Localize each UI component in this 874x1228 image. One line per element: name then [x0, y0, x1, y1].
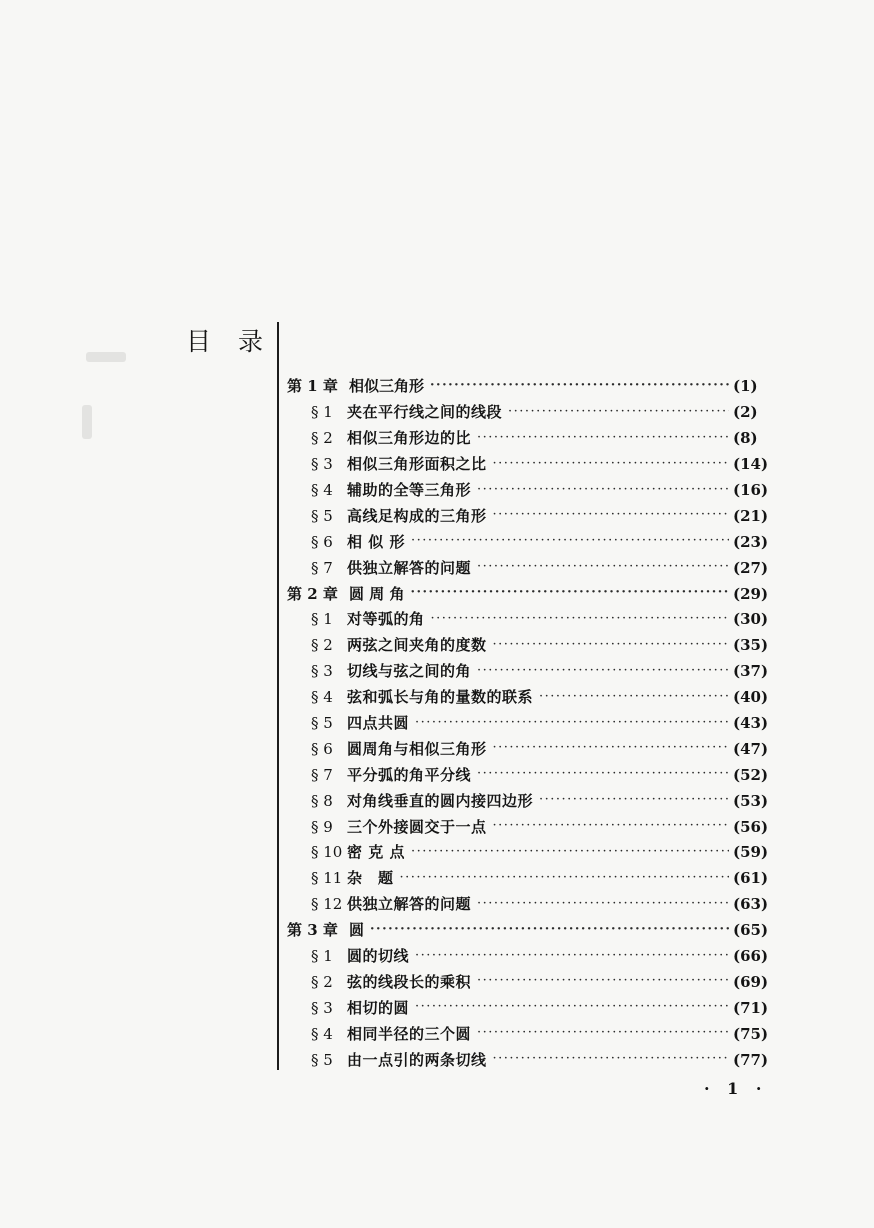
toc-section-entry — [287, 529, 777, 555]
section-number: § 3 — [311, 455, 333, 474]
section-title: 杂 题 — [347, 869, 394, 888]
page-reference: (65) — [733, 921, 769, 940]
chapter-number: 第 2 章 — [287, 584, 338, 603]
toc-section-entry — [287, 1047, 777, 1073]
page-reference: (21) — [733, 506, 769, 525]
toc-title-char-1: 目 — [186, 327, 212, 356]
section-number: § 4 — [311, 688, 333, 707]
section-title: 四点共圆 — [347, 714, 410, 733]
section-title: 相切的圆 — [347, 998, 410, 1017]
section-title: 高线足构成的三角形 — [347, 506, 487, 525]
page-reference: (30) — [733, 610, 769, 629]
page-reference: (43) — [733, 714, 769, 733]
page-reference: (56) — [733, 817, 769, 836]
section-number: § 2 — [311, 429, 333, 448]
toc-section-entry — [287, 944, 777, 970]
page-reference: (1) — [733, 377, 758, 396]
section-number: § 7 — [311, 765, 333, 784]
section-number: § 5 — [311, 506, 333, 525]
page-reference: (66) — [733, 947, 769, 966]
page-reference: (75) — [733, 1024, 769, 1043]
section-title: 圆周角与相似三角形 — [347, 739, 487, 758]
section-number: § 4 — [311, 1024, 333, 1043]
toc-section-entry — [287, 995, 777, 1021]
section-title: 圆的切线 — [347, 947, 410, 966]
section-title: 密 克 点 — [347, 843, 405, 862]
section-number: § 12 — [311, 895, 343, 914]
page-reference: (63) — [733, 895, 769, 914]
page-reference: (53) — [733, 791, 769, 810]
section-number: § 9 — [311, 817, 333, 836]
section-number: § 5 — [311, 1050, 333, 1069]
section-title: 弦的线段长的乘积 — [347, 972, 472, 991]
page-reference: (71) — [733, 998, 769, 1017]
section-title: 平分弧的角平分线 — [347, 765, 472, 784]
toc-section-entry — [287, 711, 777, 737]
section-number: § 1 — [311, 610, 333, 629]
dot-leader — [411, 535, 729, 547]
dot-leader — [477, 432, 729, 444]
toc-section-entry — [287, 400, 777, 426]
section-number: § 4 — [311, 481, 333, 499]
section-title: 相似三角形边的比 — [347, 429, 472, 448]
page-reference: (23) — [733, 532, 769, 551]
page-reference: (77) — [733, 1050, 769, 1069]
section-number: § 6 — [311, 532, 333, 551]
section-title: 供独立解答的问题 — [347, 895, 472, 914]
toc-section-entry — [287, 555, 777, 581]
toc-section-entry — [287, 866, 777, 892]
section-title: 辅助的全等三角形 — [347, 481, 472, 499]
section-number: § 3 — [311, 662, 333, 681]
chapter-number: 第 3 章 — [287, 921, 338, 940]
section-number: § 2 — [311, 972, 333, 991]
toc-section-entry — [287, 969, 777, 995]
section-number: § 7 — [311, 558, 333, 577]
dot-leader — [508, 406, 729, 418]
section-title: 两弦之间夹角的度数 — [347, 636, 487, 655]
page-reference: (40) — [733, 688, 769, 707]
page-reference: (35) — [733, 636, 769, 655]
page-reference: (27) — [733, 558, 769, 577]
toc-section-entry — [287, 685, 777, 711]
scan-smudge — [82, 405, 92, 439]
dot-leader — [370, 924, 729, 936]
section-number: § 2 — [311, 636, 333, 655]
toc-section-entry — [287, 478, 777, 504]
section-title: 相 似 形 — [347, 532, 405, 551]
dot-leader — [477, 484, 729, 496]
section-title: 相似三角形面积之比 — [347, 455, 487, 474]
section-number: § 3 — [311, 998, 333, 1017]
dot-leader — [415, 950, 729, 962]
toc-section-entry — [287, 788, 777, 814]
section-title: 对角线垂直的圆内接四边形 — [347, 791, 534, 810]
toc-section-entry — [287, 892, 777, 918]
dot-leader — [477, 975, 729, 987]
page-reference: (2) — [733, 403, 758, 422]
section-number: § 1 — [311, 947, 333, 966]
page-reference: (61) — [733, 869, 769, 888]
section-title: 弦和弧长与角的量数的联系 — [347, 688, 534, 707]
toc-section-entry — [287, 426, 777, 452]
toc-section-entry — [287, 607, 777, 633]
dot-leader — [477, 898, 729, 910]
dot-leader — [539, 691, 729, 703]
chapter-title: 圆 周 角 — [349, 584, 405, 603]
section-title: 夹在平行线之间的线段 — [347, 403, 503, 422]
dot-leader — [493, 458, 729, 470]
section-title: 切线与弦之间的角 — [347, 662, 472, 681]
toc-chapter-entry — [287, 374, 777, 400]
toc-chapter-entry — [287, 581, 777, 607]
toc-section-entry — [287, 452, 777, 478]
dot-leader — [477, 665, 729, 677]
toc-chapter-entry — [287, 918, 777, 944]
dot-leader — [493, 509, 729, 521]
dot-leader — [415, 717, 729, 729]
section-title: 供独立解答的问题 — [347, 558, 472, 577]
page-number: · 1 · — [704, 1079, 768, 1098]
section-number: § 10 — [311, 843, 343, 862]
dot-leader — [415, 1001, 729, 1013]
section-number: § 5 — [311, 714, 333, 733]
page-reference: (8) — [733, 429, 758, 448]
page-reference: (69) — [733, 972, 769, 991]
section-title: 相同半径的三个圆 — [347, 1024, 472, 1043]
page-reference: (16) — [733, 481, 769, 499]
toc-section-entry — [287, 659, 777, 685]
page-reference: (14) — [733, 455, 769, 474]
dot-leader — [539, 794, 729, 806]
dot-leader — [477, 1027, 729, 1039]
vertical-rule — [277, 322, 279, 1070]
section-title: 三个外接圆交于一点 — [347, 817, 487, 836]
toc-section-entry — [287, 503, 777, 529]
section-title: 对等弧的角 — [347, 610, 425, 629]
dot-leader — [477, 561, 729, 573]
toc-section-entry — [287, 762, 777, 788]
page-reference: (59) — [733, 843, 769, 862]
dot-leader — [400, 872, 729, 884]
toc-section-entry — [287, 633, 777, 659]
dot-leader — [493, 639, 729, 651]
dot-leader — [411, 846, 729, 858]
dot-leader — [477, 768, 729, 780]
section-title: 由一点引的两条切线 — [347, 1050, 487, 1069]
chapter-title: 相似三角形 — [349, 377, 425, 396]
toc-section-entry — [287, 736, 777, 762]
dot-leader — [430, 380, 729, 392]
toc-section-entry — [287, 1021, 777, 1047]
toc-title-char-2: 录 — [238, 327, 264, 356]
chapter-number: 第 1 章 — [287, 377, 338, 396]
page-reference: (37) — [733, 662, 769, 681]
section-number: § 11 — [311, 869, 343, 888]
dot-leader — [431, 613, 729, 625]
section-number: § 1 — [311, 403, 333, 422]
page-reference: (29) — [733, 584, 769, 603]
scan-smudge — [86, 352, 126, 362]
chapter-title: 圆 — [349, 921, 365, 940]
page-reference: (52) — [733, 765, 769, 784]
toc-section-entry — [287, 814, 777, 840]
page-reference: (47) — [733, 739, 769, 758]
dot-leader — [493, 1053, 729, 1065]
table-of-contents — [287, 374, 777, 1073]
section-number: § 6 — [311, 739, 333, 758]
dot-leader — [410, 587, 729, 599]
dot-leader — [493, 820, 729, 832]
toc-section-entry — [287, 840, 777, 866]
section-number: § 8 — [311, 791, 333, 810]
dot-leader — [493, 742, 729, 754]
